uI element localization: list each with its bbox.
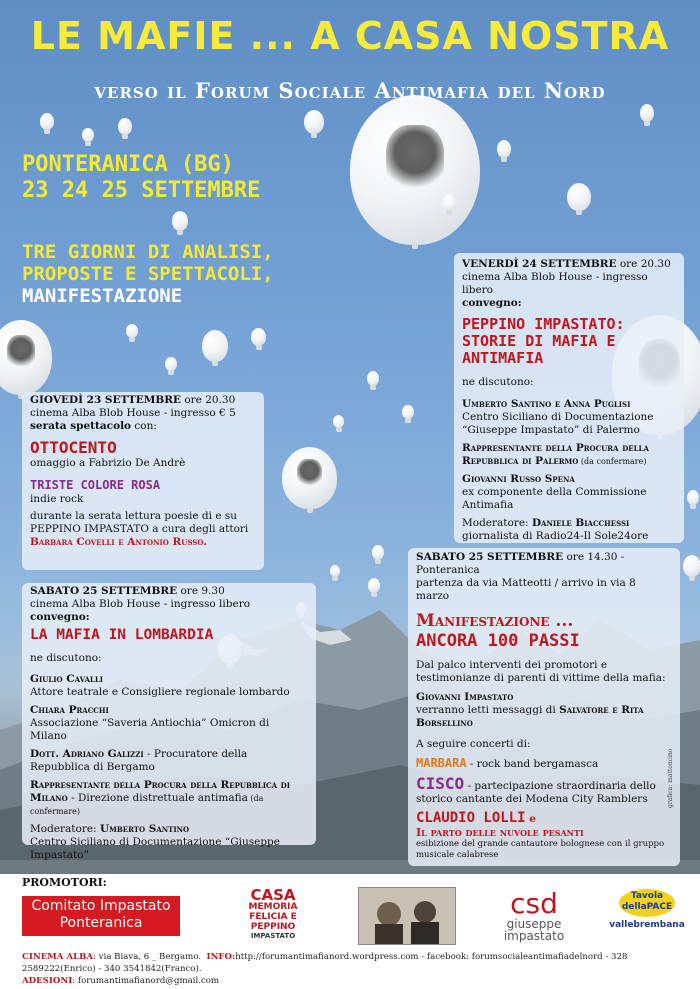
concert-band: Il parto delle nuvole pesanti	[416, 826, 584, 839]
reading-note: durante la serata lettura poesie di e su PEPPINO IMPASTATO a cura degli attori	[30, 510, 249, 535]
poster-subtitle: verso il Forum Sociale Antimafia del Nord	[94, 78, 606, 103]
balloon-icon	[683, 555, 700, 577]
credit-text: grafica: mattoncino	[667, 748, 674, 808]
speaker-name: Giovanni Impastato	[416, 691, 514, 703]
dates: 23 24 25 SETTEMBRE	[22, 178, 261, 203]
balloon-icon	[172, 211, 188, 231]
speaker-role: Associazione “Saveria Antiochia” Omicron di Milano	[30, 717, 270, 742]
discuss-label: ne discutono:	[30, 652, 102, 664]
actors: Barbara Covelli e Antonio Russo.	[30, 536, 208, 548]
balloon-icon	[333, 415, 344, 428]
speaker-role: Attore teatrale e Consigliere regionale lombardo	[30, 686, 290, 698]
event-route: partenza da via Matteotti / arrivo in via 8 marzo	[416, 577, 636, 602]
speaker-name: Chiara Pracchi	[30, 704, 109, 716]
event-type: convegno:	[30, 611, 90, 623]
moderator: Moderatore: Daniele Biacchessi	[462, 517, 630, 529]
event-title: Manifestazione ...	[416, 611, 574, 631]
moderator-role: Centro Siciliano di Documentazione “Giuseppe Impastato”	[30, 836, 280, 861]
footer-line: CINEMA ALBA: via Biava, 6 _ Bergamo. INFO:http://forumantimafianord.wordpress.com - facebook: forumsocialeantimafiadelnord - 328 2589222(Enrico) - 340 3541842(Franco).	[22, 952, 628, 974]
balloon-icon	[126, 324, 138, 338]
balloon-large-icon	[350, 95, 480, 245]
event-venue: cinema Alba Blob House - ingresso € 5	[30, 407, 236, 419]
concert-entry: CISCO - partecipazione straordinaria dello storico cantante dei Modena City Ramblers	[416, 774, 656, 805]
act-title: TRISTE COLORE ROSA	[30, 478, 161, 492]
concert-desc: esibizione del grande cantautore bolognese con il gruppo musicale calabrese	[416, 839, 665, 860]
tagline-line: TRE GIORNI DI ANALISI,	[22, 241, 274, 263]
concert-entry: CLAUDIO LOLLI e	[416, 810, 536, 826]
location: PONTERANICA (BG)	[22, 152, 234, 177]
event-type: convegno:	[462, 297, 522, 309]
balloon-icon	[304, 110, 324, 134]
event-type: serata spettacolo con:	[30, 420, 157, 432]
footer-line: ADESIONI: forumantimafianord@gmail.com	[22, 976, 220, 986]
tagline	[22, 241, 274, 307]
speaker-entry: Rappresentante della Procura della Repubblica di Milano - Direzione distrettuale antimafia (da confermare)	[30, 779, 291, 816]
moderator: Moderatore: Umberto Santino	[30, 823, 190, 835]
balloon-large-icon	[282, 447, 337, 509]
concerts-label: A seguire concerti di:	[416, 738, 531, 750]
act-desc: omaggio a Fabrizio De Andrè	[30, 457, 186, 469]
balloon-icon	[567, 183, 591, 211]
speaker-desc: verranno letti messaggi di Salvatore e Rita Borsellino	[416, 704, 644, 729]
logo-casa-memoria: CASA MEMORIA FELICIA E PEPPINO IMPASTATO	[248, 886, 298, 940]
balloon-icon	[368, 578, 380, 593]
speaker-name: Umberto Santino e Anna Puglisi	[462, 398, 631, 410]
speaker-role: ex componente della Commissione Antimafia	[462, 486, 647, 511]
balloon-icon	[40, 113, 54, 130]
concert-entry: MARBARA - rock band bergamasca	[416, 756, 599, 770]
balloon-icon	[367, 371, 379, 386]
footer-info	[0, 950, 700, 989]
balloon-icon	[372, 545, 384, 560]
balloon-icon	[251, 328, 266, 346]
balloon-icon	[118, 118, 132, 135]
event-box-thursday	[22, 392, 264, 570]
logo-csd: csd giuseppe impastato	[503, 887, 565, 943]
portrait-icon	[386, 125, 443, 194]
poster-title: LE MAFIE ... A CASA NOSTRA	[30, 14, 670, 58]
event-box-friday	[454, 253, 684, 543]
portrait-icon	[7, 335, 34, 370]
logo-comitato-impastato: Comitato Impastato Ponteranica	[22, 896, 180, 936]
location-dates	[22, 152, 260, 204]
logo-casa-memoria-photo	[358, 887, 456, 945]
speaker-entry: Rappresentante della Procura della Repubblica di Palermo (da confermare)	[462, 442, 649, 467]
event-date: VENERDÌ 24 SETTEMBRE ore 20.30	[462, 258, 671, 270]
speaker-name: Giulio Cavalli	[30, 673, 104, 685]
event-title: LA MAFIA IN LOMBARDIA	[30, 627, 214, 643]
speaker-entry: Dott. Adriano Galizzi - Procuratore della Repubblica di Bergamo	[30, 748, 248, 773]
tagline-line: PROPOSTE E SPETTACOLI,	[22, 263, 274, 285]
balloon-icon	[442, 194, 456, 211]
tagline-line: MANIFESTAZIONE	[22, 285, 183, 307]
act-desc: indie rock	[30, 493, 84, 505]
event-date: SABATO 25 SETTEMBRE ore 9.30	[30, 585, 225, 597]
balloon-icon	[687, 490, 699, 505]
portrait-photo-icon	[359, 888, 455, 944]
event-title: PEPPINO IMPASTATO: STORIE DI MAFIA E ANTIMAFIA	[462, 315, 625, 367]
event-box-saturday-afternoon	[408, 548, 680, 866]
promoters-label: PROMOTORI:	[22, 876, 107, 889]
balloon-icon	[165, 357, 177, 371]
balloon-icon	[497, 140, 511, 158]
event-intro: Dal palco interventi dei promotori e testimonianze di parenti di vittime della mafia:	[416, 659, 666, 684]
event-venue: cinema Alba Blob House - ingresso libero	[30, 598, 251, 610]
balloon-icon	[202, 330, 228, 362]
event-venue: cinema Alba Blob House - ingresso libero	[462, 271, 648, 296]
event-box-saturday-morning	[22, 583, 316, 861]
balloon-icon	[82, 128, 94, 142]
event-date: GIOVEDÌ 23 SETTEMBRE ore 20.30	[30, 394, 236, 406]
balloon-icon	[402, 405, 414, 419]
act-title: OTTOCENTO	[30, 438, 117, 457]
event-title: ANCORA 100 PASSI	[416, 631, 580, 651]
logo-tavola-della-pace: Tavola dellaPACE vallebrembana	[609, 891, 685, 930]
moderator-role: giornalista di Radio24-Il Sole24ore	[462, 530, 649, 542]
balloon-icon	[330, 565, 340, 577]
portrait-icon	[297, 459, 321, 488]
speaker-role: Centro Siciliano di Documentazione “Giuseppe Impastato” di Palermo	[462, 411, 654, 436]
balloon-icon	[640, 104, 654, 122]
discuss-label: ne discutono:	[462, 376, 534, 388]
speaker-name: Giovanni Russo Spena	[462, 473, 575, 485]
event-date: SABATO 25 SETTEMBRE ore 14.30 - Ponteranica	[416, 551, 625, 576]
